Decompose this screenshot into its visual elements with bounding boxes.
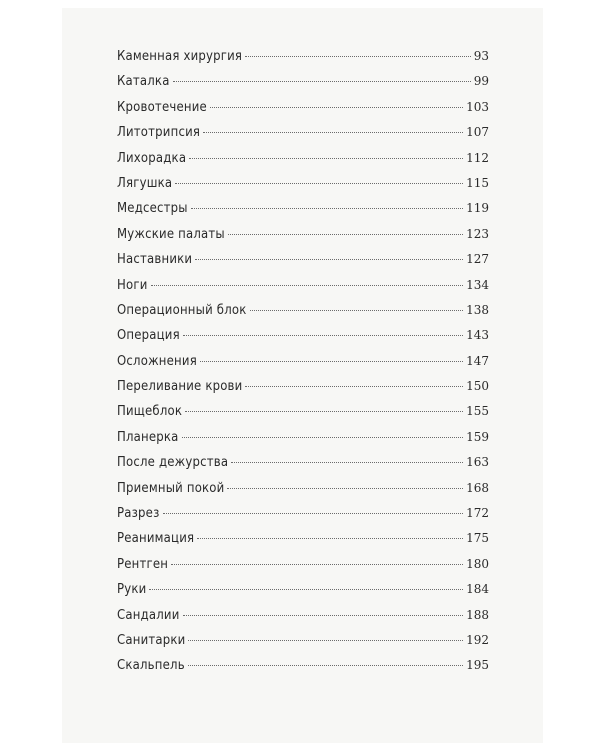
- toc-entry-page: 168: [466, 480, 489, 495]
- toc-leader-dots: [210, 107, 463, 108]
- toc-entry-page: 188: [466, 607, 489, 622]
- toc-leader-dots: [188, 640, 463, 641]
- toc-entry: [117, 201, 489, 226]
- toc-entry-title: Пищеблок: [117, 404, 183, 420]
- toc-entry-page: 107: [466, 125, 489, 140]
- toc-entry-title: Рентген: [117, 556, 169, 572]
- toc-entry-title: Литотрипсия: [117, 125, 201, 141]
- toc-entry: [117, 176, 489, 201]
- toc-leader-dots: [197, 538, 463, 539]
- toc-leader-dots: [250, 310, 464, 311]
- toc-entry-title: Операция: [117, 328, 180, 344]
- toc-entry-title: Мужские палаты: [117, 226, 225, 242]
- toc-entry-title: После дежурства: [117, 455, 229, 471]
- toc-leader-dots: [173, 81, 471, 82]
- toc-entry-page: 127: [466, 252, 489, 267]
- toc-entry: [117, 100, 489, 125]
- toc-entry: [117, 252, 489, 277]
- toc-leader-dots: [188, 665, 463, 666]
- toc-entry: [117, 227, 489, 252]
- toc-leader-dots: [245, 386, 463, 387]
- toc-leader-dots: [183, 335, 463, 336]
- toc-entry-title: Наставники: [117, 252, 193, 268]
- toc-entry-page: 112: [466, 150, 489, 165]
- toc-entry: [117, 404, 489, 429]
- toc-entry-page: 159: [466, 429, 489, 444]
- toc-entry-title: Разрез: [117, 506, 160, 522]
- toc-leader-dots: [163, 513, 464, 514]
- toc-entry-title: Медсестры: [117, 201, 188, 217]
- toc-entry-page: 143: [466, 328, 489, 343]
- toc-entry-title: Лихорадка: [117, 150, 187, 166]
- toc-entry-page: 119: [466, 201, 489, 216]
- toc-entry-page: 103: [466, 99, 489, 114]
- toc-entry-page: 147: [466, 353, 489, 368]
- toc-leader-dots: [191, 208, 463, 209]
- toc-leader-dots: [175, 183, 463, 184]
- toc-entry-title: Реанимация: [117, 531, 195, 547]
- toc-leader-dots: [228, 234, 463, 235]
- toc-entry: [117, 658, 489, 683]
- toc-entry: [117, 557, 489, 582]
- toc-entry-page: 93: [473, 49, 489, 63]
- toc-entry: [117, 608, 489, 633]
- toc-entry-title: Сандалии: [117, 607, 180, 623]
- toc-entry: [117, 481, 489, 506]
- toc-entry: [117, 328, 489, 353]
- toc-entry: [117, 379, 489, 404]
- toc-entry: [117, 151, 489, 176]
- toc-entry-page: 99: [473, 74, 489, 89]
- toc-leader-dots: [149, 589, 463, 590]
- toc-entry: [117, 582, 489, 607]
- toc-leader-dots: [171, 564, 463, 565]
- toc-leader-dots: [231, 462, 463, 463]
- toc-entry-title: Каменная хирургия: [117, 49, 243, 64]
- toc-leader-dots: [200, 361, 463, 362]
- toc-entry: [117, 303, 489, 328]
- toc-entry-page: 163: [466, 455, 489, 470]
- toc-entry: [117, 278, 489, 303]
- toc-leader-dots: [227, 488, 463, 489]
- toc-entry-page: 172: [466, 506, 489, 521]
- toc-entry-title: Руки: [117, 582, 147, 598]
- toc-entry-title: Лягушка: [117, 175, 173, 191]
- toc-entry-title: Каталка: [117, 74, 170, 90]
- toc-entry: [117, 430, 489, 455]
- toc-entry-page: 134: [466, 277, 489, 292]
- toc-leader-dots: [203, 132, 463, 133]
- toc-entry-page: 195: [466, 658, 489, 673]
- toc-entry: [117, 633, 489, 658]
- toc-entry-page: 123: [466, 226, 489, 241]
- toc-entry-title: Ноги: [117, 277, 148, 293]
- toc-entry-page: 184: [466, 582, 489, 597]
- toc-entry-title: Санитарки: [117, 632, 186, 648]
- toc-leader-dots: [189, 158, 463, 159]
- toc-entry-page: 175: [466, 531, 489, 546]
- toc-entry-title: Осложнения: [117, 353, 197, 369]
- toc-entry-page: 138: [466, 302, 489, 317]
- toc-entry: [117, 506, 489, 531]
- toc-leader-dots: [195, 259, 463, 260]
- toc-entry: [117, 455, 489, 480]
- toc-entry-title: Кровотечение: [117, 99, 207, 115]
- toc-leader-dots: [151, 285, 464, 286]
- toc-entry: [117, 74, 489, 99]
- toc-entry: [117, 531, 489, 556]
- toc-entry-page: 155: [466, 404, 489, 419]
- toc-leader-dots: [185, 411, 463, 412]
- toc-entry-page: 180: [466, 556, 489, 571]
- toc-entry-title: Приемный покой: [117, 480, 225, 496]
- table-of-contents: [117, 49, 489, 684]
- toc-entry-page: 150: [466, 379, 489, 394]
- toc-entry-page: 115: [466, 175, 489, 190]
- toc-entry: [117, 354, 489, 379]
- toc-leader-dots: [182, 437, 464, 438]
- toc-entry-page: 192: [466, 632, 489, 647]
- toc-leader-dots: [183, 615, 464, 616]
- toc-entry-title: Операционный блок: [117, 302, 247, 318]
- toc-entry-title: Переливание крови: [117, 379, 243, 395]
- toc-entry: [117, 49, 489, 74]
- toc-entry-title: Скальпель: [117, 658, 185, 674]
- toc-entry-title: Планерка: [117, 429, 179, 445]
- toc-entry: [117, 125, 489, 150]
- toc-leader-dots: [245, 56, 471, 57]
